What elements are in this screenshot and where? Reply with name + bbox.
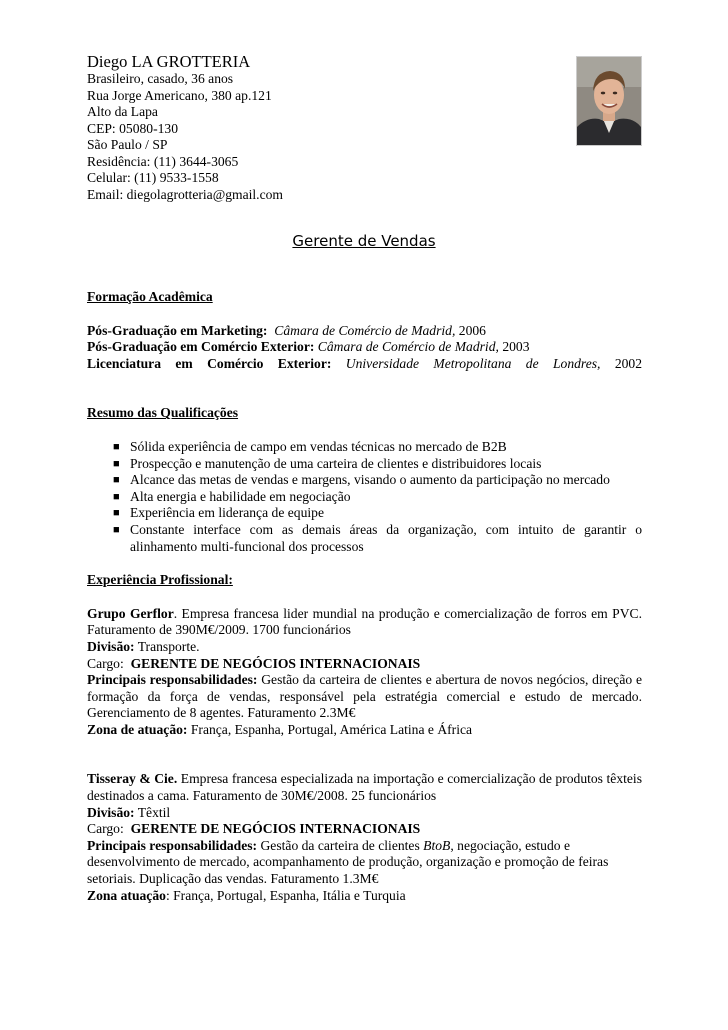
contact-header bbox=[87, 52, 557, 203]
address-street: Rua Jorge Americano, 380 ap.121 bbox=[87, 87, 272, 103]
list-item: ■ Experiência em liderança de equipe bbox=[113, 505, 324, 521]
profile-photo bbox=[576, 56, 642, 146]
list-item: ■ Sólida experiência de campo em vendas técnicas no mercado de B2B bbox=[113, 438, 507, 454]
address-neighborhood: Alto da Lapa bbox=[87, 104, 158, 119]
bullet-icon: ■ bbox=[113, 474, 120, 487]
education-year: 2006 bbox=[458, 322, 486, 338]
education-item bbox=[87, 323, 642, 340]
list-item: ■ Alcance das metas de vendas e margens, visando o aumento da participação no mercado bbox=[113, 472, 610, 488]
job-responsibilities: Principais responsabilidades: Gestão da carteira de clientes e abertura de novos negócios, direção e formação da força de vendas, responsável pela estratégia comercial e estudo de mercado. Gerenciamento de 8 agentes. Faturamento 2.3M€ bbox=[87, 672, 642, 721]
education-item bbox=[87, 356, 642, 373]
phone-mobile: Celular: (11) 9533-1558 bbox=[87, 170, 219, 185]
bullet-icon: ■ bbox=[113, 523, 120, 536]
candidate-name: Diego LA GROTTERIA bbox=[87, 52, 251, 71]
education-list bbox=[87, 323, 642, 373]
company-description: Tisseray & Cie. Empresa francesa especializada na importação e comercialização de produtos têxteis destinados a cama. Faturamento de 30M€/2008. 25 funcionários bbox=[87, 771, 642, 804]
company-description: Grupo Gerflor. Empresa francesa lider mundial na produção e comercialização de forros em PVC. Faturamento de 390M€/2009. 1700 funcionários bbox=[87, 605, 642, 638]
job-role: Cargo: GERENTE DE NEGÓCIOS INTERNACIONAIS bbox=[87, 655, 421, 671]
address-city: São Paulo / SP bbox=[87, 137, 168, 152]
job-title: Gerente de Vendas bbox=[292, 232, 436, 250]
profile-photo-image bbox=[577, 57, 641, 145]
address-cep: CEP: 05080-130 bbox=[87, 120, 179, 136]
qualifications-list bbox=[87, 439, 642, 555]
bullet-icon: ■ bbox=[113, 507, 120, 520]
list-item: ■ Prospecção e manutenção de uma carteira de clientes e distribuidores locais bbox=[113, 455, 542, 471]
job-responsibilities: Principais responsabilidades: Gestão da carteira de clientes BtoB, negociação, estudo e desenvolvimento de mercado, acompanhamento de produção, organização e promoção de feiras setoriais. Duplicação das vendas. Faturamento 1.3M€ bbox=[87, 837, 609, 887]
job-division: Divisão: Transporte. bbox=[87, 638, 200, 654]
education-school: Câmara de Comércio de Madrid, bbox=[274, 322, 456, 338]
bullet-icon: ■ bbox=[113, 490, 120, 503]
experience-heading: Experiência Profissional: bbox=[87, 572, 233, 588]
bullet-icon: ■ bbox=[113, 440, 120, 453]
bullet-icon: ■ bbox=[113, 457, 120, 470]
education-degree: Licenciatura em Comércio Exterior: bbox=[87, 355, 332, 371]
company-name: Grupo Gerflor bbox=[87, 605, 174, 621]
education-year: 2003 bbox=[502, 339, 530, 355]
email: Email: diegolagrotteria@gmail.com bbox=[87, 186, 283, 202]
resume-body bbox=[87, 289, 642, 904]
job-role: Cargo: GERENTE DE NEGÓCIOS INTERNACIONAIS bbox=[87, 821, 421, 837]
education-degree: Pós-Graduação em Comércio Exterior: bbox=[87, 339, 315, 355]
job-zone: Zona de atuação: França, Espanha, Portugal, América Latina e África bbox=[87, 721, 473, 737]
education-degree: Pós-Graduação em Marketing: bbox=[87, 322, 268, 338]
education-year: 2002 bbox=[614, 355, 642, 371]
list-item: ■ Constante interface com as demais áreas da organização, com intuito de garantir o alinhamento multi-funcional dos processos bbox=[113, 521, 642, 554]
education-item bbox=[87, 339, 642, 356]
job-zone: Zona atuação: França, Portugal, Espanha, Itália e Turquia bbox=[87, 887, 406, 903]
qualifications-heading: Resumo das Qualificações bbox=[87, 405, 239, 421]
personal-info: Brasileiro, casado, 36 anos bbox=[87, 71, 234, 86]
company-name: Tisseray & Cie. bbox=[87, 771, 178, 787]
job-entry-tisseray bbox=[87, 771, 642, 904]
job-division: Divisão: Têxtil bbox=[87, 804, 171, 820]
list-item: ■ Alta energia e habilidade em negociação bbox=[113, 488, 351, 504]
job-entry-gerflor bbox=[87, 606, 642, 739]
education-heading: Formação Acadêmica bbox=[87, 289, 213, 304]
phone-residence: Residência: (11) 3644-3065 bbox=[87, 153, 239, 169]
education-school: Câmara de Comércio de Madrid, bbox=[317, 339, 499, 355]
education-school: Universidade Metropolitana de Londres, bbox=[345, 355, 601, 371]
